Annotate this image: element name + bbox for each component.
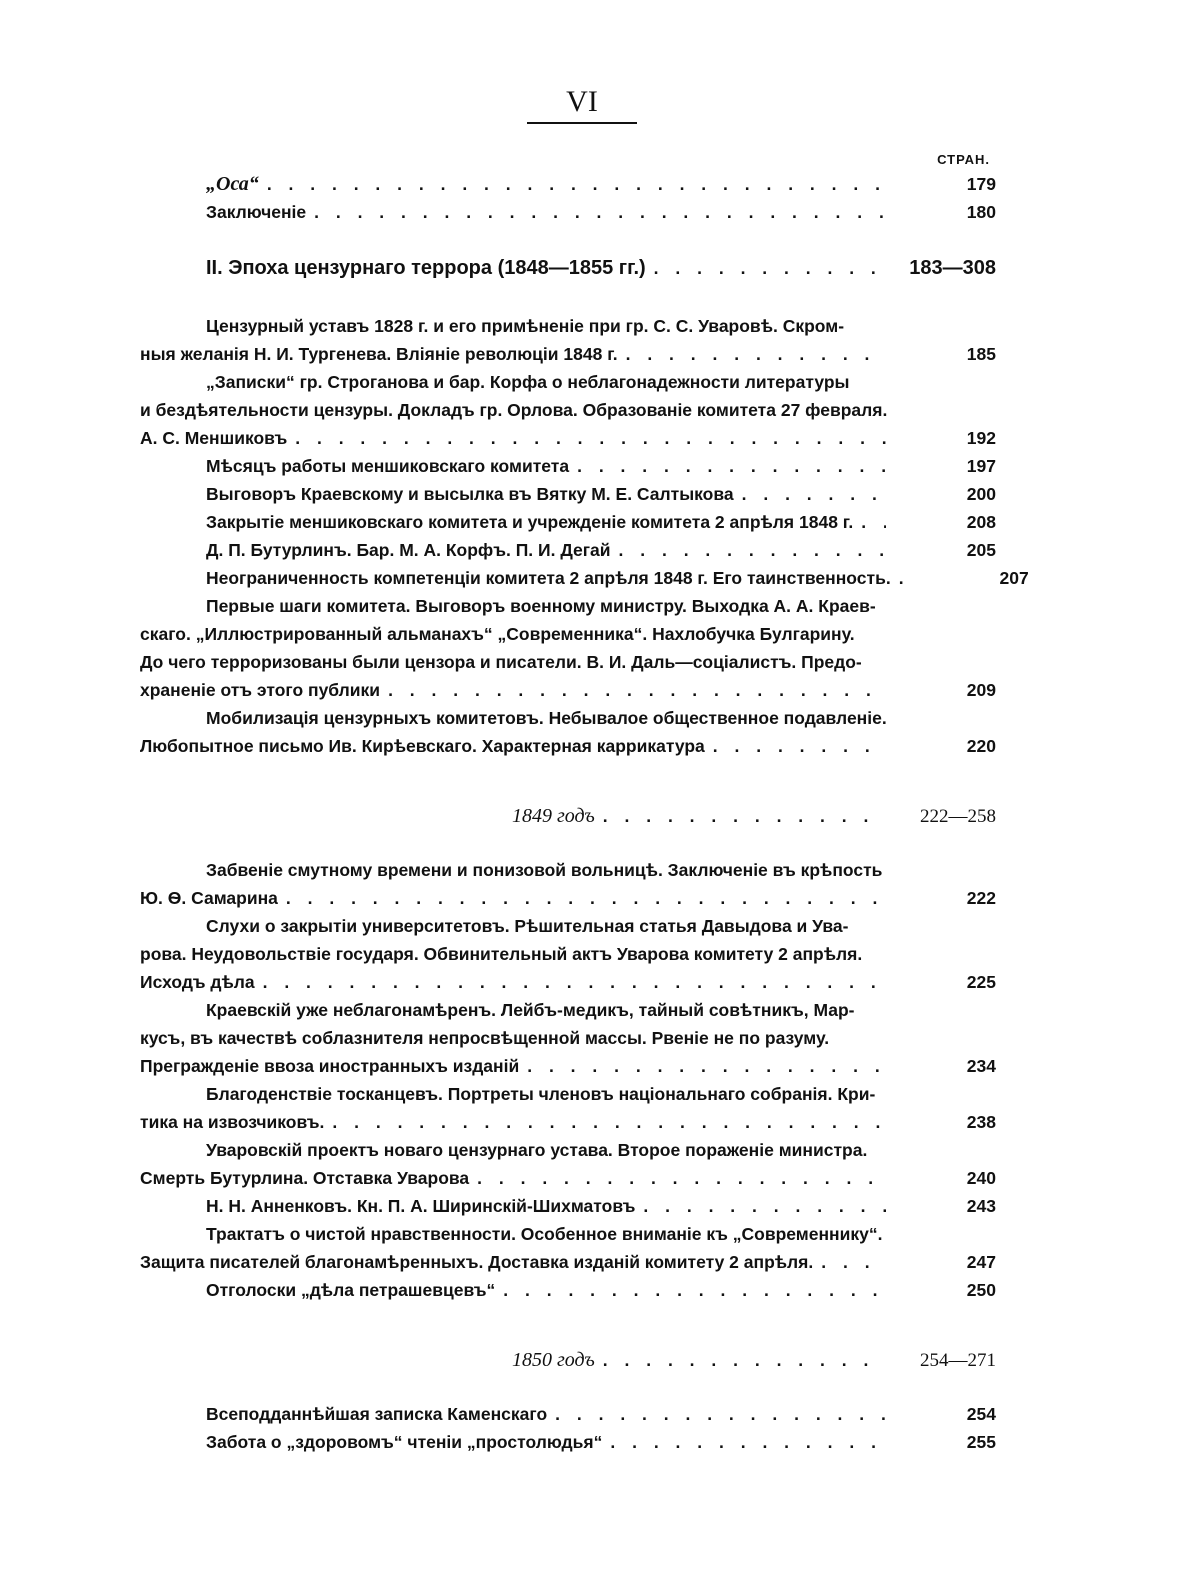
- toc-entry: Выговоръ Краевскому и высылка въ Вятку М. Е. Салтыкова . . . 200: [206, 480, 996, 508]
- toc-entry: Д. П. Бутурлинъ. Бар. М. А. Корфъ. П. И. Дегай . . . 205: [206, 536, 996, 564]
- toc-entry: „Оса“ . . . 179: [206, 170, 996, 198]
- toc-entry: Неограниченность компетенціи комитета 2 апрѣля 1848 г. Его таинственность. . . . 207: [206, 564, 996, 592]
- toc-entry: Забота о „здоровомъ“ чтеніи „простолюдья“ . . . 255: [206, 1428, 996, 1456]
- toc-entry: Мобилизація цензурныхъ комитетовъ. Небывалое общественное подавленіе. Любопытное письмо Ив. Кирѣевскаго. Характерная каррикатура . . . 220: [206, 704, 996, 760]
- toc-entry: „Записки“ гр. Строганова и бар. Корфа о неблагонадежности литературы и бездѣятельности цензуры. Докладъ гр. Орлова. Образованіе комитета 27 февраля. А. С. Меншиковъ . . . 192: [206, 368, 996, 452]
- toc-entry: Благоденствіе тосканцевъ. Портреты членовъ національнаго собранія. Кри- тика на извозчиковъ. . . . 238: [206, 1080, 996, 1136]
- toc-entry: Всеподданнѣйшая записка Каменскаго . . . 254: [206, 1400, 996, 1428]
- toc-entry: Трактатъ о чистой нравственности. Особенное вниманіе къ „Современнику“. Защита писателей благонамѣренныхъ. Доставка изданій комитету 2 апрѣля. . . . 247: [206, 1220, 996, 1276]
- year-heading-1849: 1849 годъ . . . 222—258: [206, 802, 996, 830]
- table-of-contents: [140, 170, 1029, 1456]
- toc-entry: Цензурный уставъ 1828 г. и его примѣненіе при гр. С. С. Уваровѣ. Скром- ныя желанія Н. И. Тургенева. Вліяніе революціи 1848 г. . . . 185: [206, 312, 996, 368]
- page-number-rule: [527, 122, 637, 124]
- toc-entry: Заключеніе . . . 180: [206, 198, 996, 226]
- toc-entry: Первые шаги комитета. Выговоръ военному министру. Выходка А. А. Краев- скаго. „Иллюстрированный альманахъ“ „Современника“. Нахлобучка Булгарину. До чего терроризованы были цензора и писатели. В. И. Даль—соціалистъ. Предо- храненіе отъ этого публики . . . 209: [206, 592, 996, 704]
- toc-entry: Слухи о закрытіи университетовъ. Рѣшительная статья Давыдова и Ува- рова. Неудовольствіе государя. Обвинительный актъ Уварова комитету 2 апрѣля. Исходъ дѣла . . . 225: [206, 912, 996, 996]
- section-heading: II. Эпоха цензурнаго террора (1848—1855 гг.) . . . 183—308: [206, 254, 996, 282]
- toc-entry: Забвеніе смутному времени и понизовой вольницѣ. Заключеніе въ крѣпость Ю. Ѳ. Самарина . . . 222: [206, 856, 996, 912]
- toc-entry: Отголоски „дѣла петрашевцевъ“ . . . 250: [206, 1276, 996, 1304]
- toc-entry: Мѣсяцъ работы меншиковскаго комитета . . . 197: [206, 452, 996, 480]
- page-number: VI: [566, 85, 598, 118]
- toc-entry: Уваровскій проектъ новаго цензурнаго устава. Второе пораженіе министра. Смерть Бутурлина. Отставка Уварова . . . 240: [206, 1136, 996, 1192]
- year-heading-1850: 1850 годъ . . . 254—271: [206, 1346, 996, 1374]
- toc-entry: Н. Н. Анненковъ. Кн. П. А. Ширинскій-Шихматовъ . . . 243: [206, 1192, 996, 1220]
- toc-entry: Закрытіе меншиковскаго комитета и учрежденіе комитета 2 апрѣля 1848 г. . . . 208: [206, 508, 996, 536]
- page-column-label: СТРАН.: [937, 152, 990, 167]
- toc-entry: Краевскій уже неблагонамѣренъ. Лейбъ-медикъ, тайный совѣтникъ, Мар- кусъ, въ качествѣ соблазнителя непросвѣщенной массы. Рвеніе не по разуму. Прегражденіе ввоза иностранныхъ изданій . . . 234: [206, 996, 996, 1080]
